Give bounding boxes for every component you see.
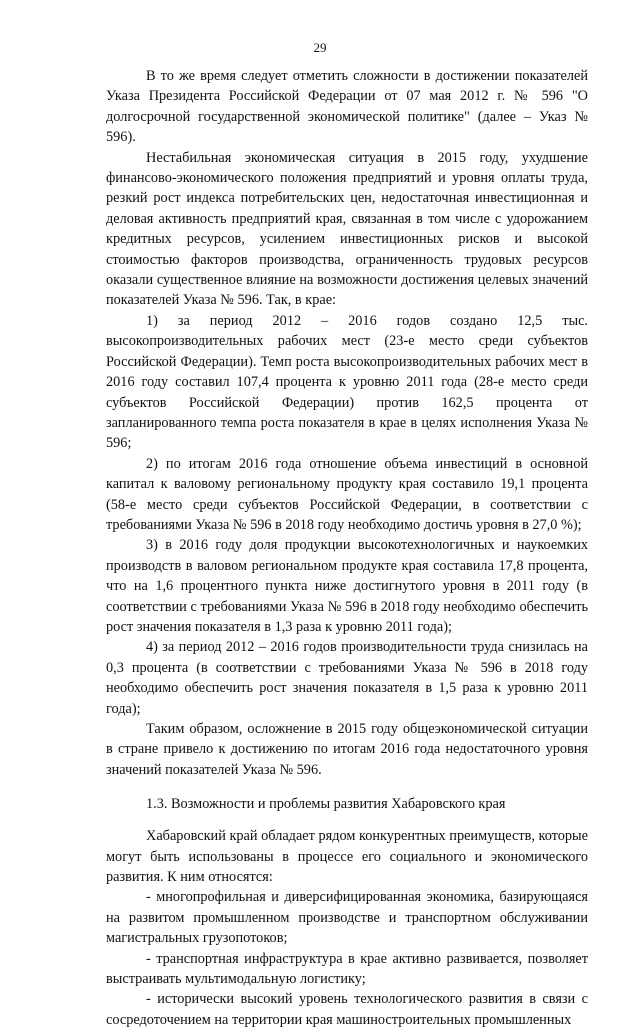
- paragraph: Хабаровский край обладает рядом конкурентных преимуществ, которые могут быть использованы в процессе его социального и экономического развития. К ним относятся:: [106, 828, 588, 886]
- paragraph: Таким образом, осложнение в 2015 году общеэкономической ситуации в стране привело к достижению по итогам 2016 года недостаточного уровня значений показателей Указа № 596.: [106, 721, 588, 778]
- list-item: 2) по итогам 2016 года отношение объема инвестиций в основной капитал к валовому региональному продукту края составило 19,1 процента (58-е место среди субъектов Российской Федерации, в соответствии с требованиями Указа № 596 в 2018 году необходимо достичь уровня в 27,0 %);: [106, 455, 588, 533]
- paragraph: В то же время следует отметить сложности в достижении показателей Указа Президента Российской Федерации от 07 мая 2012 г. № 596 "О долгосрочной государственной экономической политике" (далее – Указ № 596).: [106, 68, 588, 146]
- list-item: - исторически высокий уровень технологического развития в связи с сосредоточением на территории края машиностроительных промышленных: [106, 991, 588, 1028]
- page-body: [106, 66, 588, 1030]
- paragraph: Нестабильная экономическая ситуация в 2015 году, ухудшение финансово-экономического положения предприятий и уровня оплаты труда, резкий рост индекса потребительских цен, недостаточная инвестиционная и деловая активность предприятий края, связанная в том числе с удорожанием кредитных ресурсов, усилением инвестиционных рисков и высокой стоимостью факторов производства, ограниченность трудовых ресурсов оказали существенное влияние на возможности достижения целевых значений показателей Указа № 596. Так, в крае:: [106, 149, 588, 309]
- page-number: 29: [313, 40, 327, 55]
- list-item: 1) за период 2012 – 2016 годов создано 12,5 тыс. высокопроизводительных рабочих мест (23-е место среди субъектов Российской Федерации). Темп роста высокопроизводительных рабочих мест в 2016 году составил 107,4 процента к уровню 2011 года (28-е место среди субъектов Российской Федерации) против 162,5 процента от запланированного темпа роста показателя в крае в целях исполнения Указа № 596;: [106, 312, 588, 452]
- list-item: - многопрофильная и диверсифицированная экономика, базирующаяся на развитом промышленном производстве и транспортном обслуживании магистральных грузопотоков;: [106, 889, 588, 947]
- list-item: - транспортная инфраструктура в крае активно развивается, позволяет выстраивать мультимодальную логистику;: [106, 950, 588, 988]
- list-item: 4) за период 2012 – 2016 годов производительности труда снизилась на 0,3 процента (в соответствии с требованиями Указа № 596 в 2018 году необходимо обеспечить рост значения показателя в 1,5 раза к уровню 2011 года);: [106, 639, 588, 717]
- section-heading: 1.3. Возможности и проблемы развития Хабаровского края: [146, 796, 506, 813]
- list-item: 3) в 2016 году доля продукции высокотехнологичных и наукоемких производств в валовом региональном продукте края составила 17,8 процента, что на 1,6 процентного пункта ниже достигнутого уровня в 2011 году (в соответствии с требованиями Указа № 596 в 2018 году необходимо обеспечить рост значения показателя в 1,3 раза к уровню 2011 года);: [106, 537, 588, 635]
